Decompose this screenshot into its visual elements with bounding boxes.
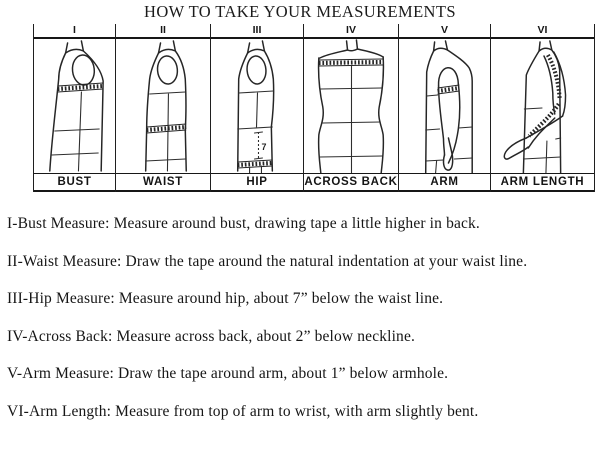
panel-arm-label: ARM bbox=[399, 173, 490, 192]
figure-hip-illustration bbox=[211, 39, 303, 173]
instruction-arm-length: VI-Arm Length: Measure from top of arm to wrist, with arm slightly bent. bbox=[7, 402, 479, 420]
panel-arm-length-label: ARM LENGTH bbox=[491, 173, 594, 192]
hip-distance-annotation: 7 bbox=[261, 141, 267, 153]
across-back-figure-drawing bbox=[304, 39, 398, 173]
instruction-hip: III-Hip Measure: Measure around hip, about 7” below the waist line. bbox=[7, 290, 444, 307]
panel-arm bbox=[398, 24, 490, 192]
measurement-diagram-strip bbox=[33, 24, 595, 192]
figure-arm-illustration bbox=[399, 39, 490, 173]
instruction-waist: II-Waist Measure: Draw the tape around the natural indentation at your waist line. bbox=[7, 252, 528, 270]
arm-figure-drawing bbox=[399, 39, 490, 173]
panel-arm-length-numeral: VI bbox=[491, 24, 594, 39]
panel-across-back-numeral: IV bbox=[304, 24, 398, 39]
instruction-arm: V-Arm Measure: Draw the tape around arm, about 1” below armhole. bbox=[7, 365, 449, 382]
panel-waist-numeral: II bbox=[116, 24, 210, 39]
panel-waist-label: WAIST bbox=[116, 173, 210, 192]
bust-figure-drawing bbox=[34, 39, 115, 173]
arm-length-figure-drawing bbox=[491, 39, 594, 173]
panel-hip bbox=[210, 24, 303, 192]
figure-across-back-illustration bbox=[304, 39, 398, 173]
figure-bust-illustration bbox=[34, 39, 115, 173]
figure-waist-illustration bbox=[116, 39, 210, 173]
panel-arm-numeral: V bbox=[399, 24, 490, 39]
panel-across-back-label: ACROSS BACK bbox=[304, 173, 398, 192]
panel-arm-length bbox=[490, 24, 595, 192]
instruction-list bbox=[7, 212, 593, 437]
panel-hip-label: HIP bbox=[211, 173, 303, 192]
panel-bust-numeral: I bbox=[34, 24, 115, 39]
panel-bust-label: BUST bbox=[34, 173, 115, 192]
page-title: HOW TO TAKE YOUR MEASUREMENTS bbox=[144, 2, 456, 21]
panel-across-back bbox=[303, 24, 398, 192]
panel-hip-numeral: III bbox=[211, 24, 303, 39]
panel-bust bbox=[33, 24, 115, 192]
waist-figure-drawing bbox=[116, 39, 210, 173]
instruction-across-back: IV-Across Back: Measure across back, about 2” below neckline. bbox=[7, 327, 416, 345]
hip-figure-drawing bbox=[211, 39, 303, 173]
figure-arm-length-illustration bbox=[491, 39, 594, 173]
instruction-bust: I-Bust Measure: Measure around bust, drawing tape a little higher in back. bbox=[7, 215, 480, 232]
panel-waist bbox=[115, 24, 210, 192]
